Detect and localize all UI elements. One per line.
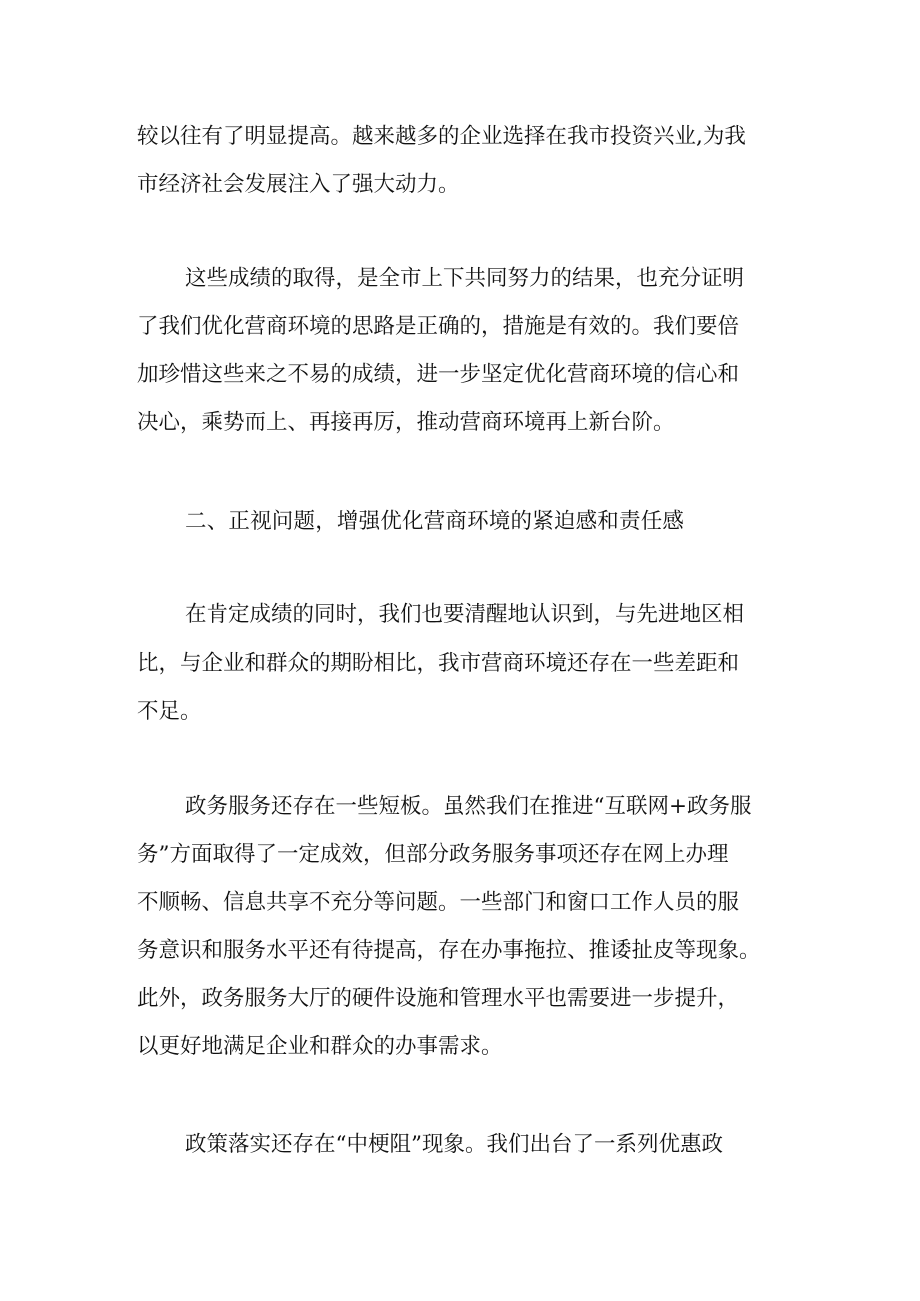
paragraph-line: 务意识和服务水平还有待提高，存在办事拖拉、推诿扯皮等现象。	[137, 938, 761, 963]
paragraph-line: 市经济社会发展注入了强大动力。	[137, 172, 460, 197]
paragraph-line: 以更好地满足企业和群众的办事需求。	[137, 1034, 503, 1059]
paragraph-line: 了我们优化营商环境的思路是正确的，措施是有效的。我们要倍	[137, 314, 740, 339]
paragraph-line: 加珍惜这些来之不易的成绩，进一步坚定优化营商环境的信心和	[137, 362, 740, 387]
paragraph-line: 此外，政务服务大厅的硬件设施和管理水平也需要进一步提升，	[137, 986, 740, 1011]
paragraph-line: 政策落实还存在“中梗阻”现象。我们出台了一系列优惠政	[185, 1132, 723, 1157]
paragraph-line: 务”方面取得了一定成效，但部分政务服务事项还存在网上办理	[137, 842, 729, 867]
section-heading: 二、正视问题，增强优化营商环境的紧迫感和责任感	[185, 509, 685, 534]
paragraph-line: 比，与企业和群众的期盼相比，我市营商环境还存在一些差距和	[137, 651, 740, 676]
paragraph-line: 不顺畅、信息共享不充分等问题。一些部门和窗口工作人员的服	[137, 890, 740, 915]
paragraph-line: 在肯定成绩的同时，我们也要清醒地认识到，与先进地区相	[185, 602, 745, 627]
paragraph-line: 这些成绩的取得，是全市上下共同努力的结果，也充分证明	[185, 266, 745, 291]
paragraph-line: 政务服务还存在一些短板。虽然我们在推进“互联网+政务服	[185, 794, 752, 819]
paragraph-line: 决心，乘势而上、再接再厉，推动营商环境再上新台阶。	[137, 410, 675, 435]
paragraph-line: 较以往有了明显提高。越来越多的企业选择在我市投资兴业,为我	[137, 124, 746, 149]
paragraph-line: 不足。	[137, 699, 202, 724]
